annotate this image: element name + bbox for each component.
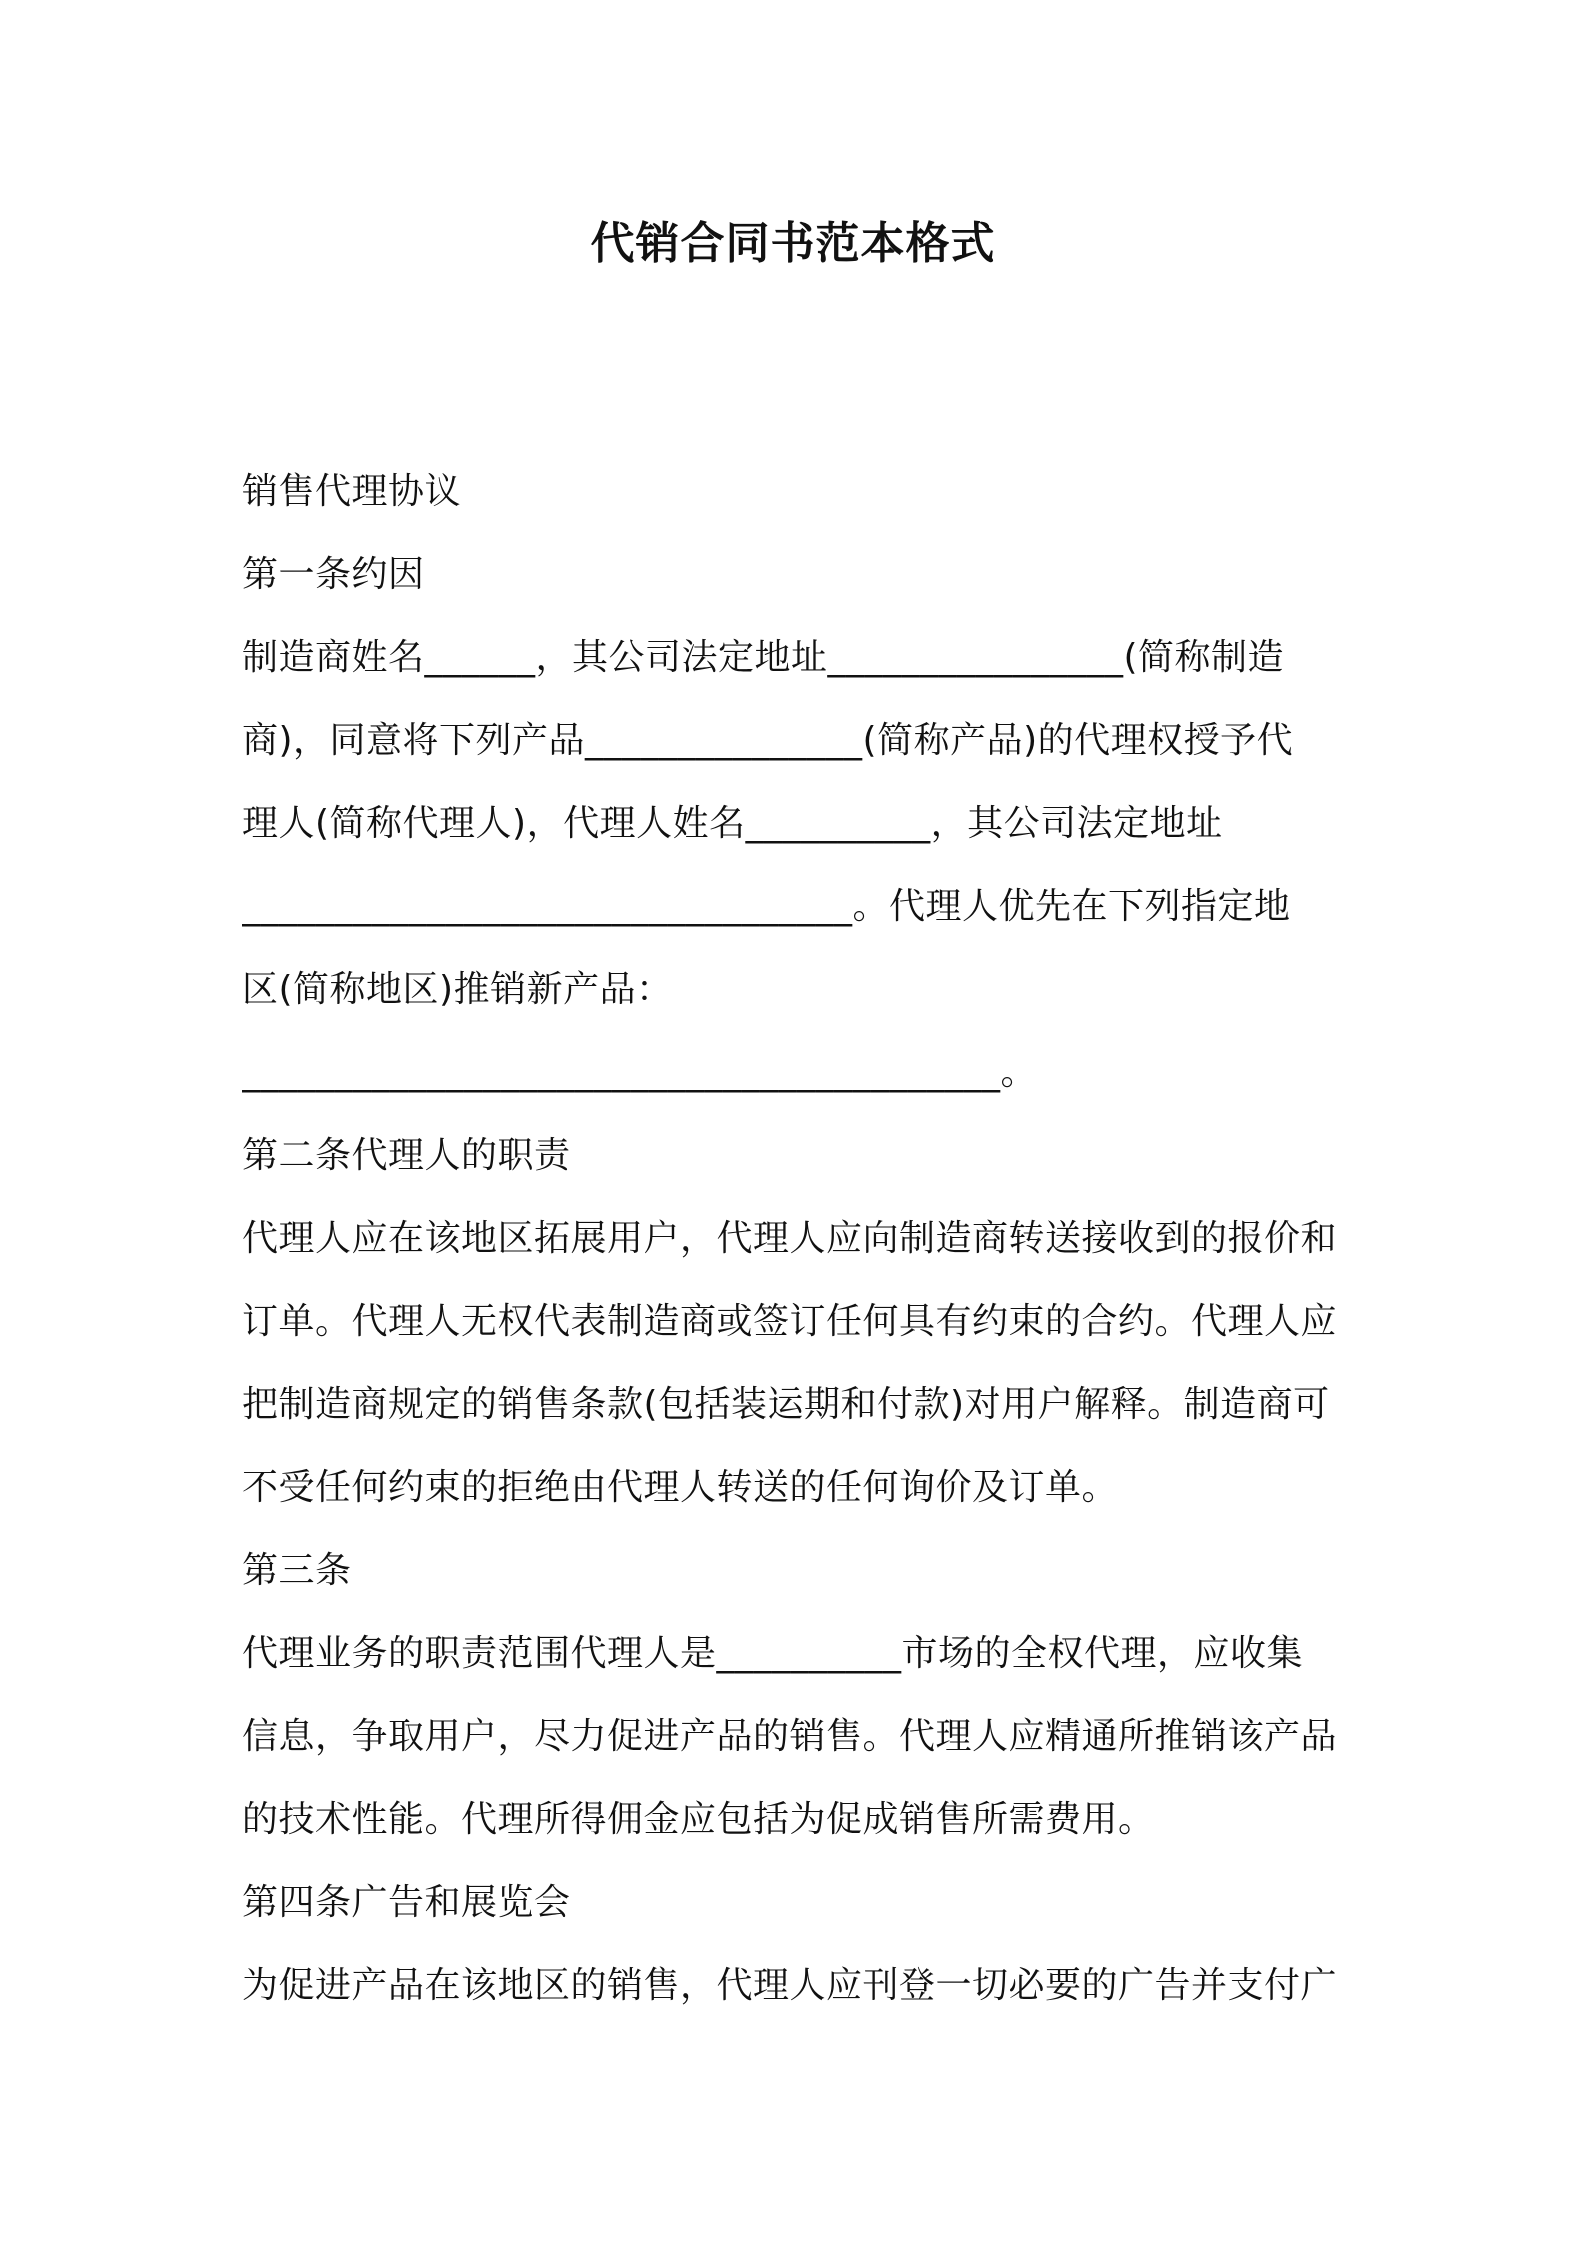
paragraph-line: 商)，同意将下列产品_______________(简称产品)的代理权授予代 (242, 720, 1294, 761)
article-3-heading: 第三条 (242, 1550, 352, 1591)
heading-agreement: 销售代理协议 (242, 471, 462, 512)
paragraph-line: 代理业务的职责范围代理人是__________市场的全权代理，应收集 (242, 1633, 1304, 1674)
paragraph-line: 代理人应在该地区拓展用户，代理人应向制造商转送接收到的报价和 (242, 1218, 1338, 1259)
document-body (242, 450, 1357, 2027)
paragraph-line: 把制造商规定的销售条款(包括装运期和付款)对用户解释。制造商可 (242, 1384, 1330, 1425)
paragraph-line: 的技术性能。代理所得佣金应包括为促成销售所需费用。 (242, 1799, 1155, 1840)
document-title: 代销合同书范本格式 (590, 218, 996, 269)
paragraph-line: 制造商姓名______，其公司法定地址________________(简称制造 (242, 637, 1285, 678)
article-4-heading: 第四条广告和展览会 (242, 1882, 571, 1923)
paragraph-line: 订单。代理人无权代表制造商或签订任何具有约束的合约。代理人应 (242, 1301, 1338, 1342)
article-2-heading: 第二条代理人的职责 (242, 1135, 571, 1176)
paragraph-line: 理人(简称代理人)，代理人姓名__________，其公司法定地址 (242, 803, 1223, 844)
paragraph-line: 区(简称地区)推销新产品： (242, 969, 673, 1010)
paragraph-line: 为促进产品在该地区的销售，代理人应刊登一切必要的广告并支付广 (242, 1965, 1338, 2006)
paragraph-line: _________________________________________。 (242, 1052, 1037, 1093)
paragraph-line: 信息，争取用户，尽力促进产品的销售。代理人应精通所推销该产品 (242, 1716, 1338, 1757)
paragraph-line: 不受任何约束的拒绝由代理人转送的任何询价及订单。 (242, 1467, 1119, 1508)
article-1-heading: 第一条约因 (242, 554, 425, 595)
paragraph-line: _________________________________。代理人优先在下列指定地 (242, 886, 1291, 927)
